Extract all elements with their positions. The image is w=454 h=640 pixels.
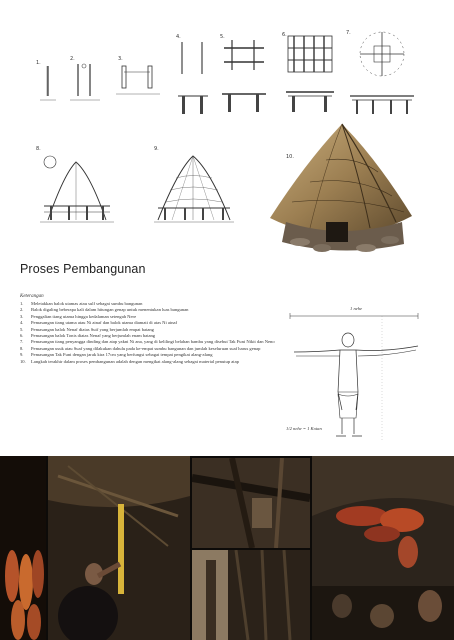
legend-item-text: Pemasangan balok Nenaf diatas Suif yang berjumlah empat batang [31,326,154,332]
legend-item-text: Pemasangan usuk atau Suaf yang dilakukan dahulu pada ke-empat sumbu bangunan dan jumlah keseluruan suaf harus genap [31,345,261,351]
legend-item-number: 8. [20,345,24,351]
sketch-step-7 [344,28,420,124]
meat-drying-photo [312,456,454,640]
measurement-figure [286,300,426,450]
step-2-drawing [66,56,106,116]
sketch-step-4 [174,34,214,124]
legend-item-number: 5. [20,326,24,332]
step-number-10: 10. [286,154,294,160]
step-3-drawing [114,56,164,116]
legend-item-text: Pemasangan tiang penyangga dinding dan atap yakni Ni ana, yang di kelilingi belahan bambu yang disebut Tak Funi Nikit dan Neno [31,339,275,345]
interior-worker-photo [48,456,190,640]
legend-heading: Keterangan [20,294,44,299]
thatched-hut-image [266,118,416,260]
legend-item-text: Pemasangan tiang utama atau Ni ainaf dan balok utama diamati di atas Ni ainaf [31,320,178,326]
legend-item-number: 2. [20,307,24,313]
sketch-step-5 [218,34,270,124]
step-5-drawing [218,34,270,124]
legend-item-number: 3. [20,313,24,319]
step-1-drawing [36,60,60,120]
legend-item-number: 7. [20,339,24,345]
step-9-drawing [148,144,238,234]
step-number-8: 8. [36,146,41,152]
sketch-step-1 [36,60,60,120]
photo-strip [0,456,454,640]
sketch-step-3 [114,56,164,116]
legend-list [20,301,282,365]
legend-item-text: Penggalian tiang utama hingga kedalaman setengah Nere [31,313,137,319]
step-number-3: 3. [118,56,123,62]
step-6-drawing [282,30,338,124]
step-number-9: 9. [154,146,159,152]
step-7-drawing [344,28,420,124]
sketch-step-6 [282,30,338,124]
step-number-7: 7. [346,30,351,36]
legend-item-text: Langkah terakhir dalam proses pembangunan adalah dengan mengikat alang-alang sebagai material penutup atap [31,358,239,364]
legend-item-number: 4. [20,320,24,326]
legend-item [20,359,282,365]
step-number-4: 4. [176,34,181,40]
legend-item-number: 1. [20,301,24,306]
step-number-6: 6. [282,32,287,38]
step-number-2: 2. [70,56,75,62]
legend-item-number: 10. [20,358,26,364]
figure-top-label: 1 nehe [350,306,363,311]
legend-item-text: Balok digaling beberapa kali dalam hitungan genap untuk menentukan luas bangunan [31,307,189,313]
legend-item-number: 6. [20,333,24,339]
step-number-1: 1. [36,60,41,66]
interior-wall-photo [192,550,310,640]
sketch-step-2 [66,56,106,116]
figure-bottom-label: 1/2 nehe = 1 Kotan [286,426,322,431]
roof-beam-photo [192,458,310,548]
sketch-step-8 [34,144,118,234]
corn-photo [0,456,46,640]
section-title: Proses Pembangunan [20,262,146,276]
legend-item-number: 9. [20,352,24,358]
step-4-drawing [174,34,214,124]
sketch-step-9 [148,144,238,234]
legend-item-text: Meletakkan balok utamas atau sulf sebagai sumbu bangunan [31,301,143,306]
legend-item-text: Pemasangan balok Tonis diatas Nenaf yang berjumlah enam batang [31,333,156,339]
step-8-drawing [34,144,118,234]
step-number-5: 5. [220,34,225,40]
legend-item-text: Pemasangan Tak Funi dengan jarak kira 17cm yang berfungsi sebagai tempat pengikat alang-alang [31,352,213,358]
